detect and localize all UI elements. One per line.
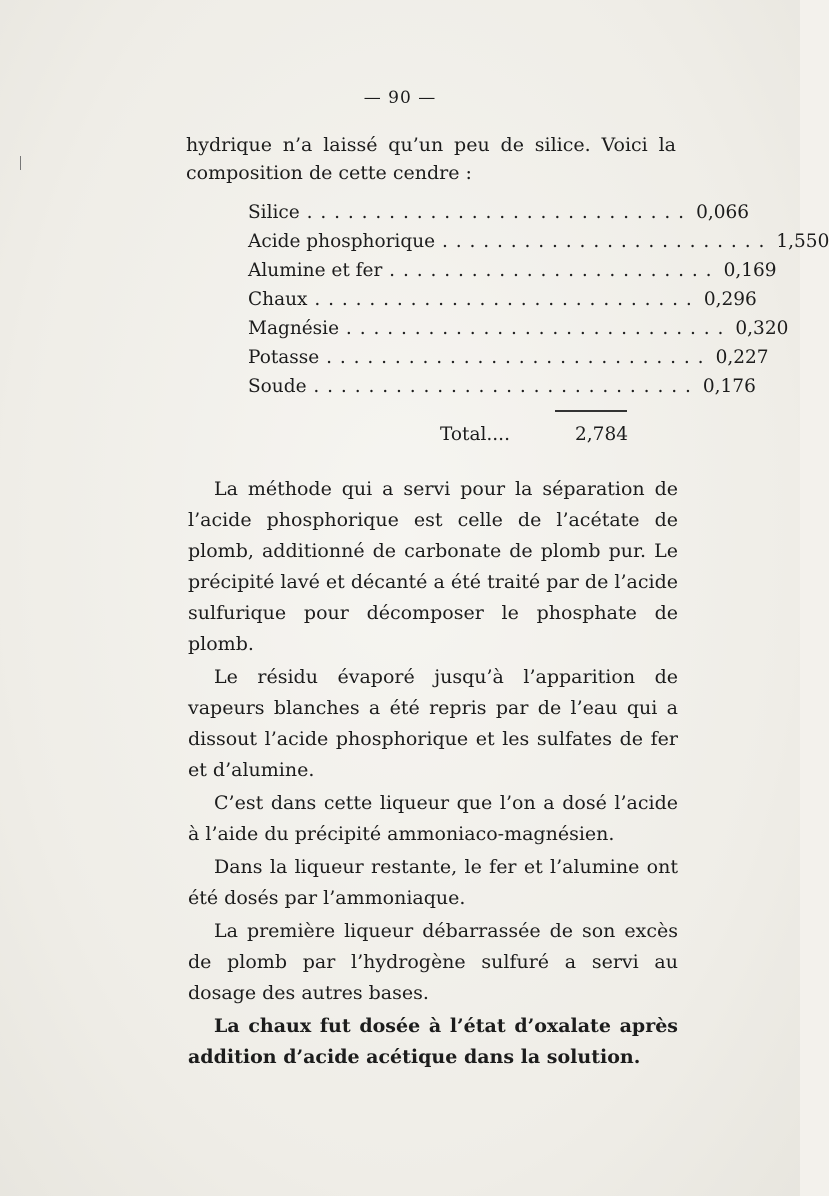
total-label: Total.... [440, 424, 510, 445]
component-label: Alumine et fer [248, 260, 383, 281]
paragraph: Le résidu évaporé jusqu’à l’apparition de vapeurs blanches a été repris par de l’eau qui a dissout l’acide phosphorique et les sulfates de fer et d’alumine. [188, 666, 678, 781]
table-row [248, 347, 769, 376]
body-text [188, 474, 678, 1075]
component-value: 0,296 [703, 289, 757, 310]
page-number: — 90 — [363, 88, 437, 108]
intro-text [186, 131, 676, 187]
leader-dots: . . . . . . . . . . . . . . . . . . . . . . . . [435, 231, 766, 252]
component-value: 0,066 [696, 202, 750, 223]
component-value: 1,550 [776, 231, 829, 252]
leader-dots: . . . . . . . . . . . . . . . . . . . . . . . . . . . . [307, 289, 693, 310]
component-label: Chaux [248, 289, 308, 310]
paragraph: La première liqueur débarrassée de son excès de plomb par l’hydrogène sulfuré a servi au dosage des autres bases. [188, 920, 678, 1004]
table-row [248, 260, 777, 289]
leader-dots: . . . . . . . . . . . . . . . . . . . . . . . . [382, 260, 713, 281]
table-row [248, 376, 756, 405]
paragraph: C’est dans cette liqueur que l’on a dosé l’acide à l’aide du précipité ammoniaco-magnésien. [188, 792, 678, 845]
intro-line: composition de cette cendre : [186, 162, 472, 184]
component-label: Magnésie [248, 318, 340, 339]
paragraph: Dans la liqueur restante, le fer et l’alumine ont été dosés par l’ammoniaque. [188, 856, 678, 909]
intro-line: hydrique n’a laissé qu’un peu de silice. Voici la [186, 134, 676, 156]
component-value: 0,320 [735, 318, 789, 339]
leader-dots: . . . . . . . . . . . . . . . . . . . . . . . . . . . . [306, 376, 692, 397]
component-label: Silice [248, 202, 300, 223]
table-row [248, 202, 750, 231]
paragraph: La méthode qui a servi pour la séparation de l’acide phosphorique est celle de l’acétate de plomb, additionné de carbonate de plomb pur. Le précipité lavé et décanté a été traité par de l’acide sulfurique pour décomposer le phosphate de plomb. [188, 478, 678, 655]
component-label: Acide phosphorique [248, 231, 436, 252]
margin-mark [20, 156, 21, 170]
table-row [248, 318, 789, 347]
component-value: 0,169 [723, 260, 777, 281]
component-value: 0,227 [715, 347, 769, 368]
component-label: Soude [248, 376, 307, 397]
total-value: 2,784 [575, 424, 628, 445]
composition-table [248, 202, 829, 405]
table-row [248, 231, 829, 260]
total-rule [555, 410, 627, 412]
component-label: Potasse [248, 347, 320, 368]
paragraph: La chaux fut dosée à l’état d’oxalate après addition d’acide acétique dans la solution. [188, 1015, 678, 1068]
leader-dots: . . . . . . . . . . . . . . . . . . . . . . . . . . . . [299, 202, 686, 223]
total-row [440, 424, 628, 445]
table-row [248, 289, 757, 318]
leader-dots: . . . . . . . . . . . . . . . . . . . . . . . . . . . . [319, 347, 705, 368]
leader-dots: . . . . . . . . . . . . . . . . . . . . . . . . . . . . [339, 318, 725, 339]
component-value: 0,176 [702, 376, 756, 397]
